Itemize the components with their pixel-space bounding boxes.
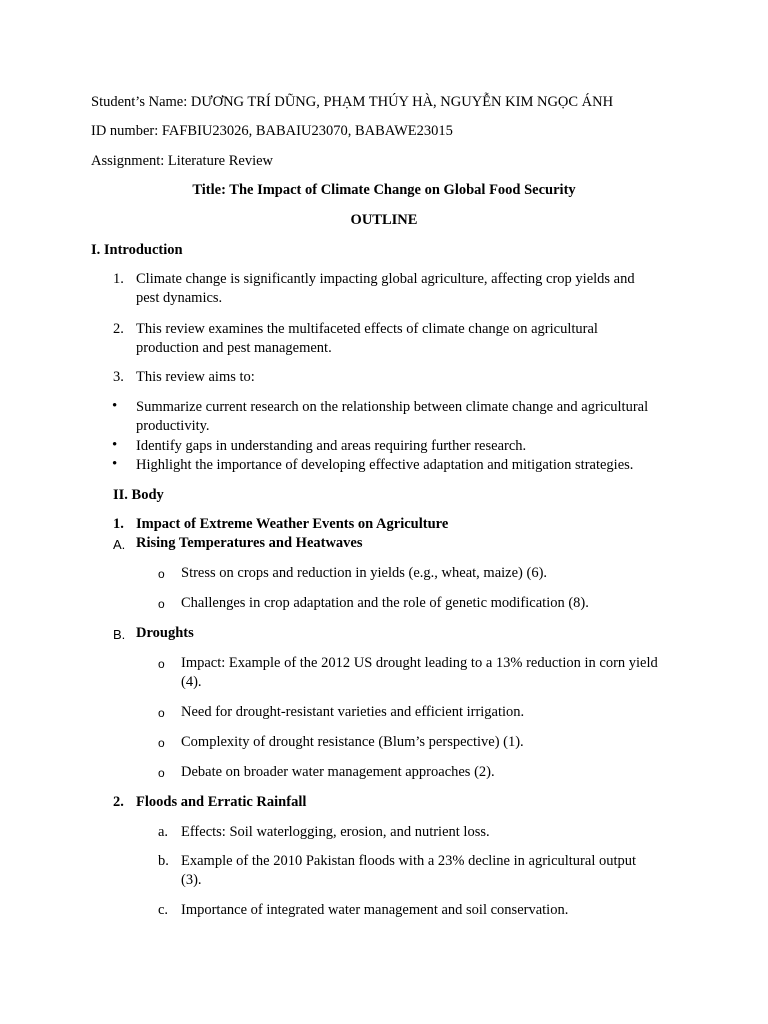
bullet-line: Complexity of drought resistance (Blum’s perspective) (1).	[181, 734, 524, 750]
bullet-line: Debate on broader water management approaches (2).	[181, 764, 495, 780]
outline-heading: OUTLINE	[350, 212, 418, 228]
sub-marker: B.	[113, 627, 126, 642]
list-number: 1.	[113, 271, 124, 287]
subsection-title: Droughts	[136, 625, 194, 641]
list-item-line: Effects: Soil waterlogging, erosion, and nutrient loss.	[181, 824, 490, 840]
list-item-line: production and pest management.	[136, 340, 332, 356]
document-title: Title: The Impact of Climate Change on Global Food Security	[192, 182, 576, 198]
assignment-line: Assignment: Literature Review	[91, 153, 274, 169]
bullet-line: Impact: Example of the 2012 US drought leading to a 13% reduction in corn yield	[181, 655, 658, 671]
list-letter: a.	[158, 824, 169, 840]
student-name: Student’s Name: DƯƠNG TRÍ DŨNG, PHẠM THÚY HÀ, NGUYỄN KIM NGỌC ÁNH	[91, 94, 614, 110]
list-number: 2.	[113, 321, 124, 337]
id-number: ID number: FAFBIU23026, BABAIU23070, BABAWE23015	[91, 123, 453, 139]
subsection-title: Rising Temperatures and Heatwaves	[136, 535, 363, 551]
list-item-line: This review examines the multifaceted effects of climate change on agricultural	[136, 321, 598, 337]
intro-heading: I. Introduction	[91, 242, 183, 258]
section-title: Impact of Extreme Weather Events on Agriculture	[136, 516, 449, 532]
bullet-dot-icon: •	[112, 398, 118, 414]
bullet-line: (4).	[181, 674, 202, 690]
list-item-line: pest dynamics.	[136, 290, 223, 306]
bullet-line: Highlight the importance of developing effective adaptation and mitigation strategies.	[136, 457, 634, 473]
bullet-line: Challenges in crop adaptation and the role of genetic modification (8).	[181, 595, 589, 611]
sub-marker: A.	[113, 537, 126, 552]
list-item-line: Climate change is significantly impacting global agriculture, affecting crop yields and	[136, 271, 635, 287]
list-item-line: This review aims to:	[136, 369, 255, 385]
bullet-circle-icon: o	[158, 766, 165, 780]
list-item-line: Example of the 2010 Pakistan floods with a 23% decline in agricultural output	[181, 853, 637, 869]
bullet-line: Identify gaps in understanding and areas requiring further research.	[136, 438, 527, 454]
bullet-line: productivity.	[136, 418, 210, 434]
body-heading: II. Body	[113, 487, 164, 503]
list-number: 3.	[113, 369, 124, 385]
bullet-circle-icon: o	[158, 597, 165, 611]
section-number: 1.	[113, 516, 124, 532]
list-letter: c.	[158, 902, 169, 918]
list-item-line: Importance of integrated water management and soil conservation.	[181, 902, 569, 918]
bullet-dot-icon: •	[112, 437, 118, 453]
list-letter: b.	[158, 853, 169, 869]
bullet-line: Summarize current research on the relationship between climate change and agricultural	[136, 399, 649, 415]
bullet-circle-icon: o	[158, 657, 165, 671]
section-title: Floods and Erratic Rainfall	[136, 794, 307, 810]
bullet-dot-icon: •	[112, 456, 118, 472]
bullet-line: Stress on crops and reduction in yields (e.g., wheat, maize) (6).	[181, 565, 548, 581]
list-item-line: (3).	[181, 872, 202, 888]
bullet-line: Need for drought-resistant varieties and efficient irrigation.	[181, 704, 525, 720]
section-number: 2.	[113, 794, 124, 810]
bullet-circle-icon: o	[158, 567, 165, 581]
bullet-circle-icon: o	[158, 736, 165, 750]
bullet-circle-icon: o	[158, 706, 165, 720]
